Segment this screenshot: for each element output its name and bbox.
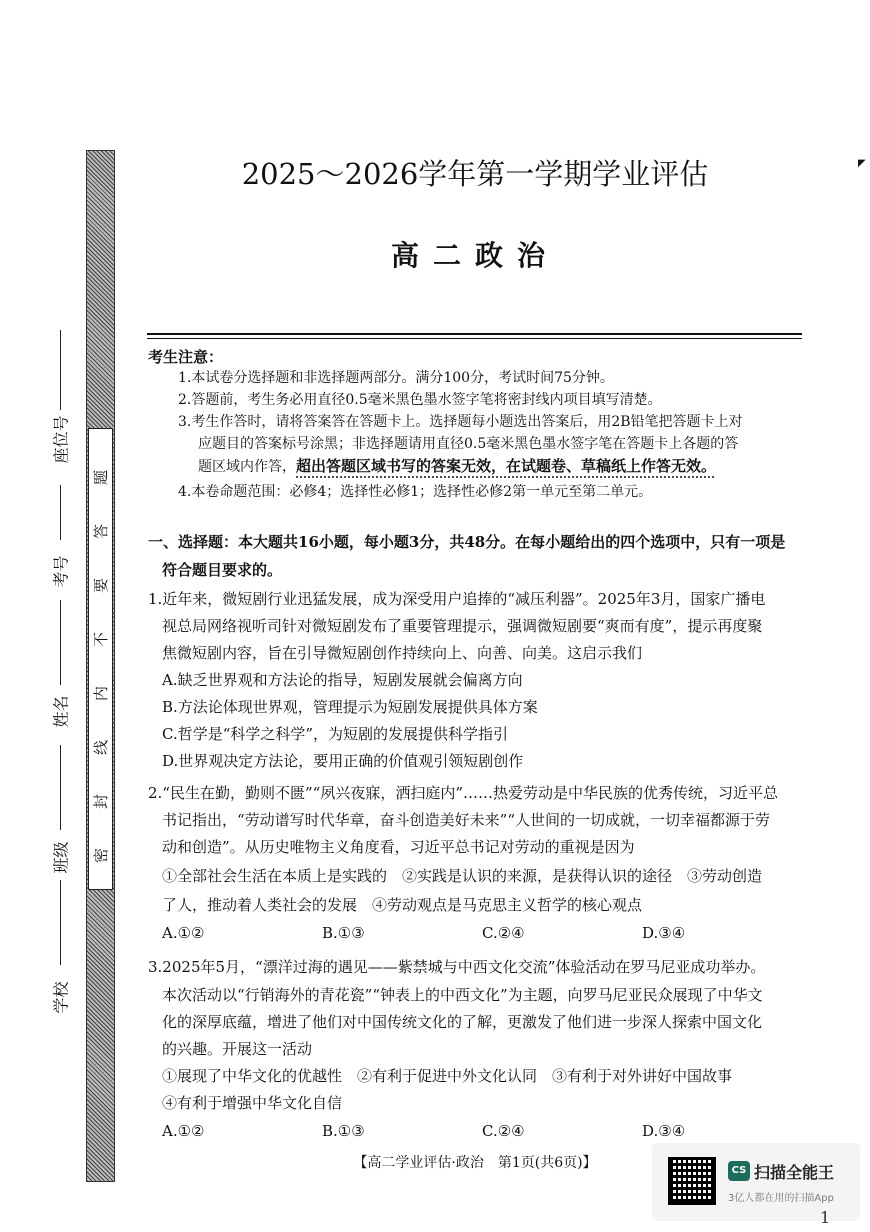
school-line[interactable]: [60, 880, 61, 965]
q2-option-b: B.①③: [322, 924, 365, 942]
section-line: 一、选择题：本大题共16小题，每小题3分，共48分。在每小题给出的四个选项中，只有一项是: [148, 533, 786, 551]
q2-option-c: C.②④: [482, 924, 525, 942]
q1-stem-line: 焦微短剧内容，旨在引导微短剧创作持续向上、向善、向美。这启示我们: [162, 644, 643, 662]
q3-option-b: B.①③: [322, 1122, 365, 1140]
q3-stem-line: 的兴趣。开展这一活动: [162, 1040, 313, 1058]
q2-stem-line: 动和创造”。从历史唯物主义角度看，习近平总书记对劳动的重视是因为: [162, 838, 635, 856]
seal-char: 线: [92, 740, 110, 756]
seal-char: 答: [92, 524, 110, 540]
q1-option-a: A.缺乏世界观和方法论的指导，短剧发展就会偏离方向: [162, 671, 523, 689]
notice-item: 4.本卷命题范围：必修4；选择性必修1；选择性必修2第一单元至第二单元。: [178, 484, 653, 500]
school-label: 学校: [51, 981, 71, 1014]
header-rule-thin: [147, 338, 802, 339]
exam-no-label: 考号: [51, 555, 71, 588]
notice-item-line: [198, 455, 808, 478]
exam-subject: 高二政治: [390, 239, 559, 272]
class-label: 班级: [51, 841, 71, 874]
exam-no-line[interactable]: [60, 485, 61, 540]
notice-item: 3.考生作答时，请将答案答在答题卡上。选择题每小题选出答案后，用2B铅笔把答题卡上对: [178, 414, 743, 430]
section-line: 符合题目要求的。: [162, 561, 283, 579]
page-footer: 【高二学业评估·政治 第1页(共6页)】: [353, 1155, 597, 1171]
seal-char: 密: [92, 848, 110, 864]
seal-char: 封: [92, 794, 110, 810]
seal-line-box: [88, 428, 113, 890]
q1-option-b: B.方法论体现世界观，管理提示为短剧发展提供具体方案: [162, 698, 538, 716]
q3-choice-line: ④有利于增强中华文化自信: [162, 1094, 343, 1112]
q3-option-a: A.①②: [162, 1122, 205, 1140]
qr-code-icon: [668, 1157, 716, 1205]
class-line[interactable]: [60, 745, 61, 830]
name-line[interactable]: [60, 600, 61, 685]
q3-choice-line: ①展现了中华文化的优越性 ②有利于促进中外文化认同 ③有利于对外讲好中国故事: [162, 1067, 733, 1085]
section-header: [148, 528, 808, 584]
page-corner-number: 1: [820, 1208, 831, 1227]
q3-stem-line: 化的深厚底蕴，增进了他们对中国传统文化的了解，更激发了他们进一步深人探索中国文化: [162, 1013, 763, 1031]
q3-stem-line: 本次活动以“行销海外的青花瓷”“钟表上的中西文化”为主题，向罗马尼亚民众展现了中华文: [162, 986, 763, 1004]
q1-option-d: D.世界观决定方法论，要用正确的价值观引领短剧创作: [162, 752, 524, 770]
q1-stem-line: 视总局网络视听司针对微短剧发布了重要管理提示，强调微短剧要“爽而有度”，提示再度聚: [162, 617, 763, 635]
q3-option-c: C.②④: [482, 1122, 525, 1140]
seal-char: 内: [92, 686, 110, 702]
notice-emphasis: 超出答题区域书写的答案无效，在试题卷、草稿纸上作答无效。: [296, 457, 717, 475]
exam-title: 2025～2026学年第一学期学业评估: [241, 157, 709, 191]
watermark-sub: 3亿人都在用的扫描App: [728, 1193, 834, 1204]
watermark-name: 扫描全能王: [754, 1163, 835, 1182]
q2-options: [162, 920, 802, 947]
q2-stem-line: 2.“民生在勤，勤则不匮”“夙兴夜寐，洒扫庭内”……热爱劳动是中华民族的优秀传统，习近平总: [148, 784, 778, 802]
notice-item: 应题目的答案标号涂黑；非选择题请用直径0.5毫米黑色墨水签字笔在答题卡上各题的答: [198, 436, 739, 452]
seal-char: 题: [92, 470, 110, 486]
q2-option-d: D.③④: [642, 924, 686, 942]
notice-item: 2.答题前，考生务必用直径0.5毫米黑色墨水签字笔将密封线内项目填写清楚。: [178, 392, 662, 408]
q3-option-d: D.③④: [642, 1122, 686, 1140]
notice-text: 题区域内作答，: [198, 459, 296, 475]
q2-stem-line: 书记指出，“劳动谱写时代华章，奋斗创造美好未来”“人世间的一切成就，一切幸福都源于劳: [162, 811, 771, 829]
q1-stem-line: 1.近年来，微短剧行业迅猛发展，成为深受用户追捧的“减压利器”。2025年3月，国家广播电: [148, 590, 766, 608]
notice-item: 1.本试卷分选择题和非选择题两部分。满分100分，考试时间75分钟。: [178, 370, 614, 386]
seat-label: 座位号: [51, 415, 71, 464]
corner-mark: ◤: [858, 158, 866, 169]
seat-line[interactable]: [60, 330, 61, 410]
seal-char: 不: [92, 632, 110, 648]
seal-char: 要: [92, 578, 110, 594]
notice-heading: 考生注意：: [148, 348, 224, 366]
q2-option-a: A.①②: [162, 924, 205, 942]
name-label: 姓名: [51, 695, 71, 728]
q3-options: [162, 1118, 802, 1145]
q3-stem-line: 3.2025年5月，“漂洋过海的遇见——紫禁城与中西文化交流”体验活动在罗马尼亚成功举办。: [148, 958, 766, 976]
header-rule: [147, 333, 802, 335]
q2-choice-line: 了人，推动着人类社会的发展 ④劳动观点是马克思主义哲学的核心观点: [162, 896, 643, 914]
q2-choice-line: ①全部社会生活在本质上是实践的 ②实践是认识的来源，是获得认识的途径 ③劳动创造: [162, 867, 763, 885]
q1-option-c: C.哲学是“科学之科学”，为短剧的发展提供科学指引: [162, 725, 509, 743]
camscanner-logo-icon: CS: [728, 1161, 750, 1181]
